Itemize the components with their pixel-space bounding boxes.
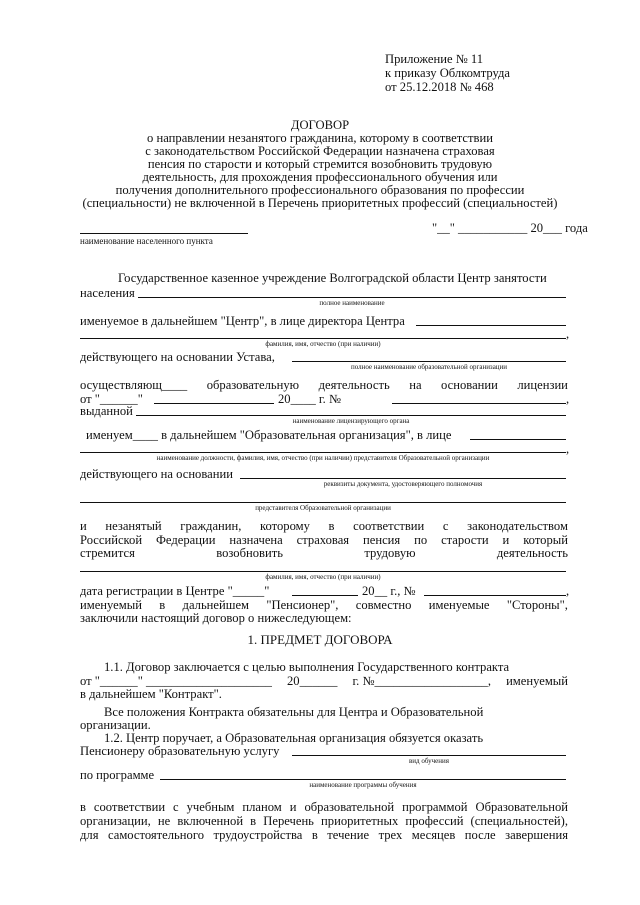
body-line: для самостоятельного трудоустройства в течение трех месяцев после завершения <box>80 828 568 842</box>
document-title: ДОГОВОР <box>290 118 350 132</box>
word: г. №__________________, <box>352 674 491 688</box>
representative-field-1[interactable] <box>470 439 566 440</box>
word: назначена <box>229 533 283 547</box>
license-from: от "______" <box>80 392 143 406</box>
citizen-line-1 <box>80 519 568 533</box>
word: гражданин, <box>180 519 242 533</box>
word: 20______ <box>287 674 338 688</box>
body-line: организации, не включенной в Перечень приоритетных профессий (специальностей), <box>80 814 568 828</box>
representative-field-2[interactable] <box>80 452 566 453</box>
registration-year: 20__ г., № <box>362 584 416 598</box>
word: именуемые <box>428 598 490 612</box>
all-provisions: Все положения Контракта обязательны для Центра и Образовательной <box>104 705 484 719</box>
word: лицензии <box>517 378 568 392</box>
director-field-1[interactable] <box>416 325 566 326</box>
word: Российской <box>80 533 143 547</box>
citizen-line-3 <box>80 546 568 560</box>
title-line: (специальности) не включенной в Перечень приоритетных профессий (специальностей) <box>82 196 558 210</box>
field-caption: вид обучения <box>409 757 449 765</box>
comma: , <box>566 584 570 598</box>
field-caption: представителя Образовательной организации <box>255 504 391 512</box>
full-name-field[interactable] <box>138 297 566 298</box>
appendix-line-1: Приложение № 11 <box>385 52 484 66</box>
license-year: 20____ г. № <box>278 392 341 406</box>
org-name-field[interactable] <box>292 361 566 362</box>
comma: , <box>566 442 570 456</box>
all-provisions-2: организации. <box>80 718 151 732</box>
license-line <box>80 378 568 392</box>
body-line: в соответствии с учебным планом и образовательной программой Образовательной <box>80 800 568 814</box>
word: "Пенсионер", <box>266 598 339 612</box>
word: старости <box>441 533 489 547</box>
acting-basis-text: действующего на основании <box>80 467 233 481</box>
registration-number-field[interactable] <box>424 595 566 596</box>
basis-text: действующего на основании Устава, <box>80 350 275 364</box>
word: и <box>80 519 87 533</box>
issued-text: выданной <box>80 404 133 418</box>
word: совместно <box>355 598 412 612</box>
document-field-2[interactable] <box>80 502 566 503</box>
title-line: пенсия по старости и который стремится возобновить трудовую <box>147 157 493 171</box>
place-caption: наименование населенного пункта <box>80 236 213 246</box>
word: деятельность <box>496 546 568 560</box>
word: на <box>409 378 422 392</box>
word: который <box>523 533 568 547</box>
title-line: деятельность, для прохождения профессионального обучения или <box>142 170 498 184</box>
citizen-name-field[interactable] <box>80 571 566 572</box>
word: соответствии <box>353 519 425 533</box>
field-caption: наименование лицензирующего органа <box>292 417 410 425</box>
clause-1-2: 1.2. Центр поручает, а Образовательная организация обязуется оказать <box>104 731 484 745</box>
word: по <box>414 533 428 547</box>
word: "Стороны", <box>506 598 568 612</box>
title-line: получения дополнительного профессионального образования по профессии <box>115 183 525 197</box>
word: образовательную <box>206 378 300 392</box>
clause-1-1: 1.1. Договор заключается с целью выполнения Государственного контракта <box>104 660 510 674</box>
word: основании <box>441 378 498 392</box>
field-caption: полное наименование образовательной организации <box>350 363 508 371</box>
comma: , <box>566 327 570 341</box>
word: страховая <box>296 533 350 547</box>
concluded-text: заключили настоящий договор о нижеследующем: <box>80 611 352 625</box>
clause-1-2-line-2: Пенсионеру образовательную услугу <box>80 744 280 758</box>
document-field[interactable] <box>240 478 566 479</box>
license-org-field[interactable] <box>136 415 566 416</box>
word: именуемый <box>506 674 568 688</box>
word: осуществляющ____ <box>80 378 188 392</box>
program-field[interactable] <box>160 779 566 780</box>
word: от "______" ____________________ <box>80 674 272 688</box>
appendix-line-2: к приказу Облкомтруда <box>385 66 510 80</box>
title-line: о направлении незанятого гражданина, которому в соответствии <box>147 131 493 145</box>
edu-org-text: именуем____ в дальнейшем "Образовательная организация", в лице <box>86 428 452 442</box>
director-field-2[interactable] <box>80 338 566 339</box>
word: и <box>502 533 510 547</box>
license-date-field[interactable] <box>154 403 274 404</box>
word: в <box>159 598 166 612</box>
field-caption: наименование должности, фамилия, имя, отчество (при наличии) представителя Образовательной организации <box>156 454 490 462</box>
title-line: с законодательством Российской Федерации назначена страховая <box>145 144 495 158</box>
contract-date[interactable]: "__" ___________ 20___ года <box>432 221 588 235</box>
registration-text: дата регистрации в Центре "_____" <box>80 584 270 598</box>
field-caption: фамилия, имя, отчество (при наличии) <box>265 573 381 581</box>
word: деятельность <box>318 378 390 392</box>
clause-1-1-line-3: в дальнейшем "Контракт". <box>80 687 222 701</box>
word: дальнейшем <box>182 598 250 612</box>
pensioner-line <box>80 598 568 612</box>
training-kind-field[interactable] <box>292 755 566 756</box>
field-caption: наименование программы обучения <box>309 781 417 789</box>
word: возобновить <box>216 546 283 560</box>
word: в <box>328 519 335 533</box>
word: незанятый <box>105 519 162 533</box>
word: пенсия <box>363 533 401 547</box>
field-caption: фамилия, имя, отчество (при наличии) <box>265 340 381 348</box>
clause-1-1-line-2 <box>80 674 568 688</box>
appendix-line-3: от 25.12.2018 № 468 <box>385 80 494 94</box>
party-center-line: Государственное казенное учреждение Волгоградской области Центр занятости <box>118 271 547 285</box>
word: которому <box>260 519 310 533</box>
word: Федерации <box>155 533 216 547</box>
word: законодательством <box>467 519 568 533</box>
party-center-line: населения <box>80 286 135 300</box>
registration-date-field[interactable] <box>292 595 358 596</box>
field-caption: полное наименование <box>319 299 385 307</box>
place-field[interactable] <box>80 233 248 234</box>
citizen-line-2 <box>80 533 568 547</box>
word: с <box>442 519 449 533</box>
word: стремится <box>80 546 135 560</box>
section-heading: 1. ПРЕДМЕТ ДОГОВОРА <box>247 632 393 647</box>
license-number-field[interactable] <box>392 403 566 404</box>
field-caption: реквизиты документа, удостоверяющего полномочия <box>323 480 483 488</box>
word: именуемый <box>80 598 142 612</box>
center-director-text: именуемое в дальнейшем "Центр", в лице директора Центра <box>80 314 405 328</box>
program-text: по программе <box>80 768 155 782</box>
word: трудовую <box>364 546 416 560</box>
comma: , <box>566 392 570 406</box>
